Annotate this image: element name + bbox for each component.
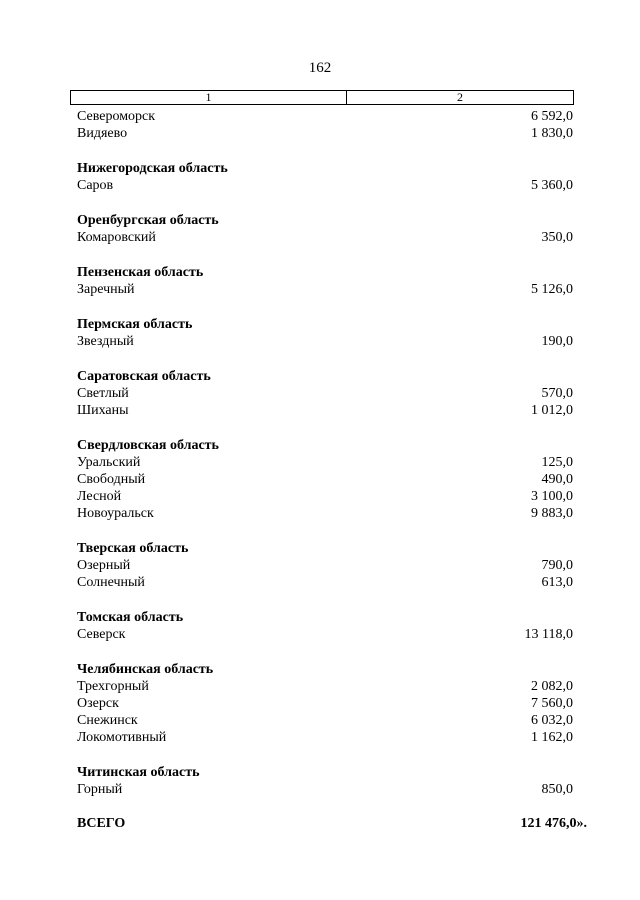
region-name: Свердловская область: [77, 438, 219, 453]
settlement-value: 1 162,0: [531, 730, 573, 745]
settlement-value: 6 592,0: [531, 109, 573, 124]
table-row: [77, 471, 573, 488]
region-name: Оренбургская область: [77, 213, 219, 228]
settlement-name: Комаровский: [77, 230, 156, 245]
region-heading: [77, 437, 573, 454]
table-row: [77, 281, 573, 298]
settlement-value: 850,0: [541, 782, 573, 797]
region-group: [77, 316, 573, 350]
region-group: [77, 540, 573, 591]
settlement-name: Озерный: [77, 558, 131, 573]
total-value: 121 476,0».: [520, 816, 587, 831]
settlement-name: Локомотивный: [77, 730, 167, 745]
region-name: Тверская область: [77, 541, 189, 556]
region-name: Челябинская область: [77, 662, 214, 677]
region-name: Нижегородская область: [77, 161, 228, 176]
settlement-name: Светлый: [77, 386, 129, 401]
settlement-name: Горный: [77, 782, 123, 797]
settlement-name: Звездный: [77, 334, 134, 349]
table-header-col2: 2: [457, 90, 463, 104]
region-heading: [77, 661, 573, 678]
settlement-name: Новоуральск: [77, 506, 154, 521]
settlement-name: Трехгорный: [77, 679, 149, 694]
table-row: [77, 125, 573, 142]
settlement-name: Уральский: [77, 455, 141, 470]
table-row: [77, 678, 573, 695]
region-group: [77, 108, 573, 142]
settlement-name: Шиханы: [77, 403, 129, 418]
region-group: [77, 264, 573, 298]
settlement-name: Свободный: [77, 472, 146, 487]
settlement-value: 13 118,0: [524, 627, 573, 642]
table-row: [77, 454, 573, 471]
settlement-value: 125,0: [541, 455, 573, 470]
settlement-name: Северск: [77, 627, 126, 642]
settlement-value: 570,0: [541, 386, 573, 401]
region-group: [77, 661, 573, 746]
region-heading: [77, 316, 573, 333]
table-row: [77, 712, 573, 729]
table-row: [77, 574, 573, 591]
settlement-value: 190,0: [541, 334, 573, 349]
table-row: [77, 729, 573, 746]
settlement-value: 5 360,0: [531, 178, 573, 193]
region-group: [77, 368, 573, 419]
settlement-name: Снежинск: [77, 713, 138, 728]
table-row: [77, 385, 573, 402]
settlement-value: 2 082,0: [531, 679, 573, 694]
table-header: [70, 90, 574, 105]
region-name: Пермская область: [77, 317, 193, 332]
region-group: [77, 212, 573, 246]
table-row: [77, 695, 573, 712]
settlement-name: Лесной: [77, 489, 122, 504]
settlement-value: 5 126,0: [531, 282, 573, 297]
table-row: [77, 177, 573, 194]
region-name: Читинская область: [77, 765, 200, 780]
settlement-name: Саров: [77, 178, 114, 193]
table-body: [77, 108, 573, 798]
table-row: [77, 402, 573, 419]
region-name: Пензенская область: [77, 265, 204, 280]
region-heading: [77, 264, 573, 281]
total-row: [77, 815, 587, 832]
settlement-name: Североморск: [77, 109, 156, 124]
region-heading: [77, 540, 573, 557]
table-row: [77, 333, 573, 350]
region-heading: [77, 212, 573, 229]
settlement-value: 3 100,0: [531, 489, 573, 504]
settlement-value: 350,0: [541, 230, 573, 245]
settlement-name: Заречный: [77, 282, 135, 297]
region-group: [77, 437, 573, 522]
region-group: [77, 160, 573, 194]
settlement-value: 1 830,0: [531, 126, 573, 141]
table-row: [77, 505, 573, 522]
table-row: [77, 229, 573, 246]
settlement-value: 6 032,0: [531, 713, 573, 728]
table-row: [77, 781, 573, 798]
region-heading: [77, 764, 573, 781]
page-number: 162: [308, 60, 332, 76]
settlement-value: 613,0: [541, 575, 573, 590]
settlement-value: 1 012,0: [531, 403, 573, 418]
total-label: ВСЕГО: [77, 816, 126, 831]
settlement-value: 9 883,0: [531, 506, 573, 521]
region-name: Томская область: [77, 610, 184, 625]
table-row: [77, 557, 573, 574]
settlement-name: Озерск: [77, 696, 119, 711]
settlement-value: 790,0: [541, 558, 573, 573]
settlement-value: 490,0: [541, 472, 573, 487]
region-name: Саратовская область: [77, 369, 211, 384]
settlement-name: Солнечный: [77, 575, 145, 590]
region-heading: [77, 609, 573, 626]
table-row: [77, 108, 573, 125]
table-header-col1: 1: [71, 91, 347, 104]
region-heading: [77, 160, 573, 177]
table-row: [77, 626, 573, 643]
region-heading: [77, 368, 573, 385]
region-group: [77, 764, 573, 798]
table-row: [77, 488, 573, 505]
settlement-value: 7 560,0: [531, 696, 573, 711]
settlement-name: Видяево: [77, 126, 128, 141]
region-group: [77, 609, 573, 643]
